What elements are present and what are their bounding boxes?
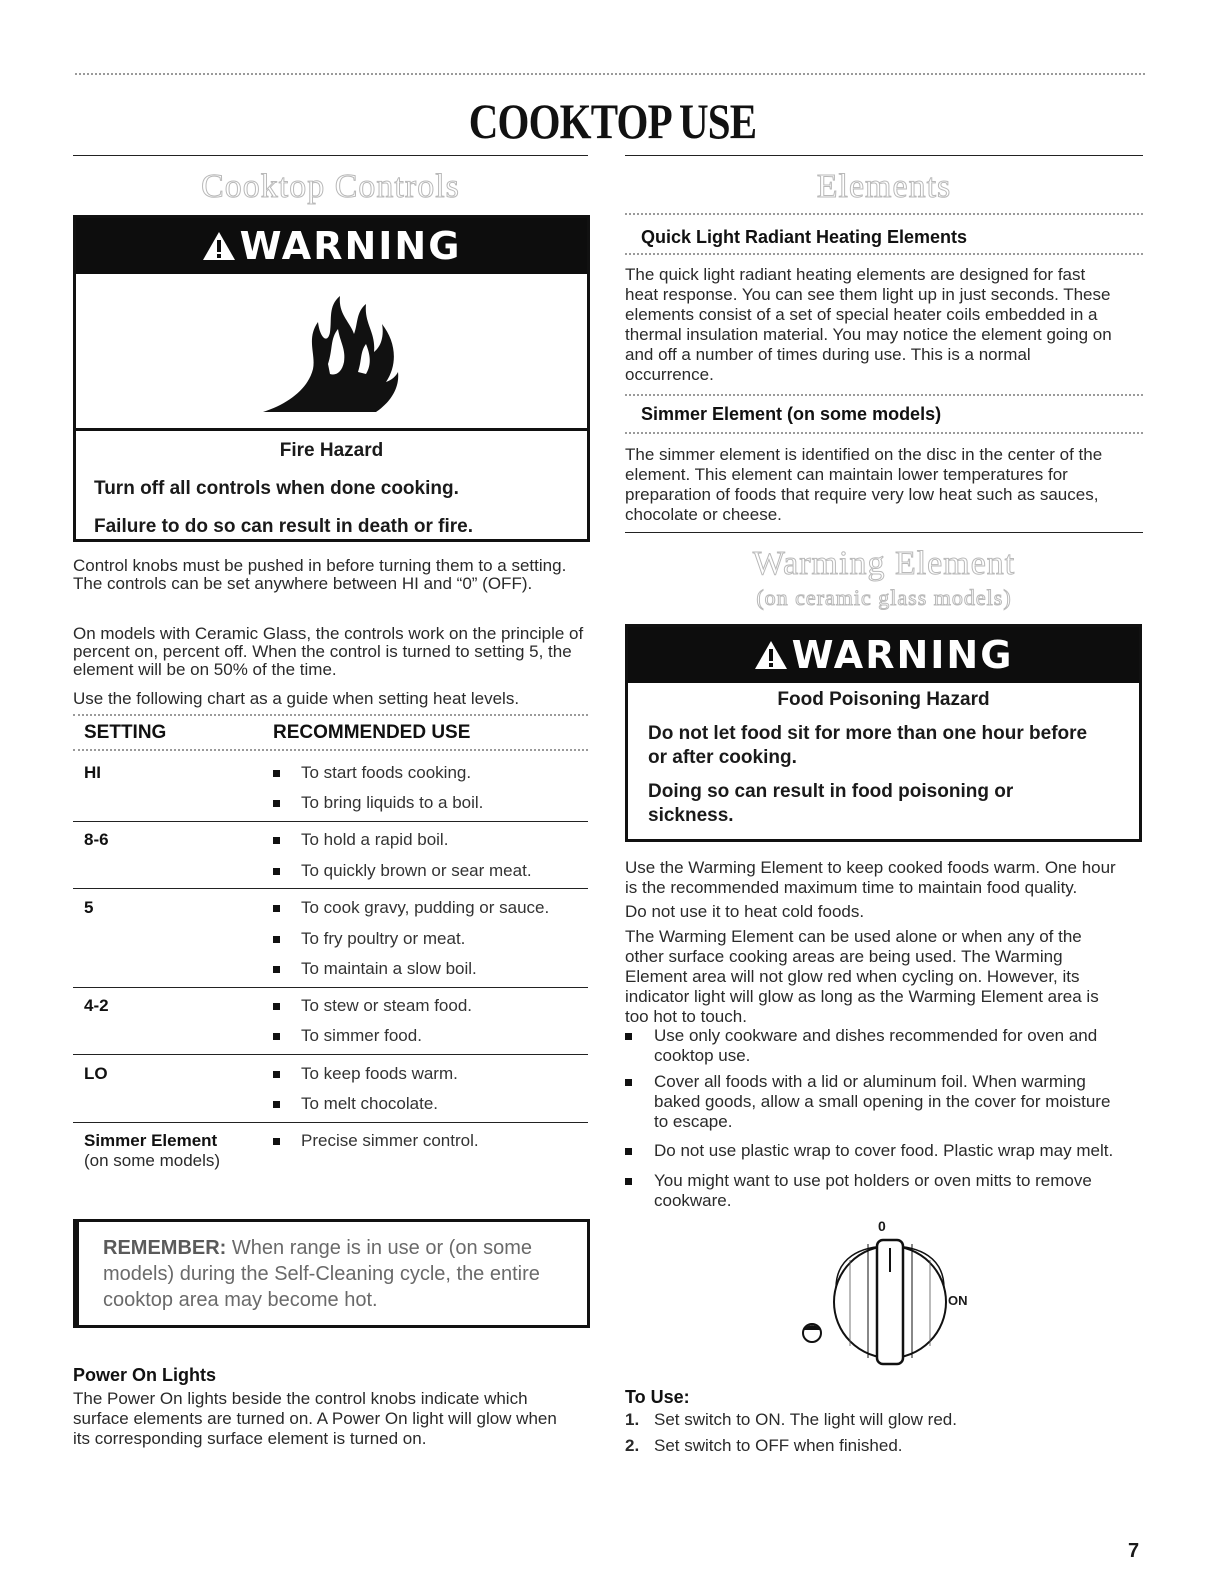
simmer-line: preparation of foods that require very low heat such as sauces,: [625, 485, 1099, 504]
fire-warning-box: [73, 215, 590, 542]
bullet: [273, 1003, 280, 1010]
elements-heading: Elements: [816, 168, 952, 205]
remember-line-1: When range is in use or (on some: [231, 1237, 533, 1259]
bullet: [273, 800, 280, 807]
table-row-rule: [73, 1122, 588, 1123]
fire-warning-line-1: Turn off all controls when done cooking.: [94, 478, 459, 499]
use-text: To fry poultry or meat.: [301, 929, 466, 948]
remember-box: [73, 1219, 590, 1328]
warming-bullet-line: to escape.: [654, 1112, 733, 1131]
bullet: [273, 837, 280, 844]
table-header-rule: [73, 749, 588, 751]
simmer-top-rule: [625, 394, 1143, 396]
right-column-rule: [625, 155, 1143, 156]
bullet: [625, 1033, 632, 1040]
bullet: [625, 1178, 632, 1185]
page-number: 7: [1128, 1540, 1140, 1562]
simmer-end-rule: [625, 532, 1143, 533]
warming-element-heading: Warming Element: [752, 545, 1016, 582]
quick-light-line: elements consist of a set of special heater coils embedded in a: [625, 305, 1098, 324]
setting-8-6: 8-6: [84, 830, 109, 849]
setting-simmer-note: (on some models): [84, 1151, 221, 1170]
bullet: [273, 868, 280, 875]
warming-bullet-line: You might want to use pot holders or oven mitts to remove: [654, 1171, 1092, 1190]
table-top-rule: [73, 714, 588, 716]
to-use-step-2-text: Set switch to OFF when finished.: [654, 1436, 903, 1455]
warning-triangle-icon: [754, 640, 788, 670]
fire-warning-line-2: Failure to do so can result in death or fire.: [94, 516, 474, 537]
power-on-line-3: its corresponding surface element is turned on.: [73, 1429, 427, 1448]
bullet: [273, 1138, 280, 1145]
simmer-heading: Simmer Element (on some models): [641, 404, 942, 424]
remember-line-3: cooktop area may become hot.: [103, 1289, 378, 1311]
simmer-line: chocolate or cheese.: [625, 505, 782, 524]
quick-light-line: and off a number of times during use. This is a normal: [625, 345, 1031, 364]
use-text: To bring liquids to a boil.: [301, 793, 484, 812]
warming-element-subheading: (on ceramic glass models): [756, 585, 1012, 610]
quick-light-line: occurrence.: [625, 365, 714, 384]
to-use-step-1-num: 1.: [625, 1410, 640, 1429]
setting-4-2: 4-2: [84, 996, 109, 1015]
quick-light-line: heat response. You can see them light up in just seconds. These: [625, 285, 1111, 304]
warning-banner: [76, 218, 587, 274]
setting-hi: HI: [84, 763, 101, 782]
bullet: [273, 770, 280, 777]
warming-p2-line: Do not use it to heat cold foods.: [625, 902, 865, 921]
to-use-step-1-text: Set switch to ON. The light will glow red.: [654, 1410, 957, 1429]
bullet: [273, 1033, 280, 1040]
bullet: [625, 1079, 632, 1086]
bullet: [625, 1148, 632, 1155]
simmer-line: element. This element can maintain lower temperatures for: [625, 465, 1068, 484]
quick-light-bottom-rule: [625, 253, 1143, 255]
warming-bullet-line: Use only cookware and dishes recommended for oven and: [654, 1026, 1098, 1045]
bullet: [273, 905, 280, 912]
simmer-line: The simmer element is identified on the disc in the center of the: [625, 445, 1103, 464]
setting-5: 5: [84, 898, 94, 917]
food-warning-line-2b: sickness.: [648, 805, 734, 826]
to-use-heading: To Use:: [625, 1387, 690, 1407]
use-text: To stew or steam food.: [301, 996, 473, 1015]
use-text: To start foods cooking.: [301, 763, 472, 782]
table-header-recommended-use: RECOMMENDED USE: [273, 722, 471, 743]
knob-on-label: ON: [948, 1293, 968, 1308]
fire-icon-area: [76, 274, 587, 431]
use-text: To cook gravy, pudding or sauce.: [301, 898, 550, 917]
power-on-heading: Power On Lights: [73, 1365, 217, 1385]
warning-banner-text: WARNING: [239, 224, 462, 268]
warning-triangle-icon: [202, 231, 236, 261]
warming-p3-line: other surface cooking areas are being used. The Warming: [625, 947, 1063, 966]
power-on-line-2: surface elements are turned on. A Power On light will glow when: [73, 1409, 557, 1428]
warming-bullet-line: baked goods, allow a small opening in the cover for moisture: [654, 1092, 1111, 1111]
controls-paragraph-3: Use the following chart as a guide when setting heat levels.: [73, 689, 520, 708]
table-row-rule: [73, 888, 588, 889]
quick-light-top-rule: [625, 213, 1143, 215]
controls-paragraph-1: Control knobs must be pushed in before turning them to a setting. The controls can be set anywhere between HI and “0” (OFF).: [73, 556, 567, 593]
warming-bullet-line: Do not use plastic wrap to cover food. Plastic wrap may melt.: [654, 1141, 1114, 1160]
warming-p3-line: The Warming Element can be used alone or when any of the: [625, 927, 1082, 946]
knob-icon: [790, 1218, 990, 1368]
food-warning-line-1a: Do not let food sit for more than one hour before: [648, 723, 1088, 744]
fire-hazard-title: Fire Hazard: [279, 440, 384, 461]
cooktop-controls-heading: Cooktop Controls: [201, 168, 460, 205]
bullet: [273, 966, 280, 973]
simmer-bottom-rule: [625, 432, 1143, 434]
table-header-setting: SETTING: [84, 722, 167, 743]
food-hazard-title: Food Poisoning Hazard: [777, 689, 990, 710]
use-text: To quickly brown or sear meat.: [301, 861, 532, 880]
bullet: [273, 1071, 280, 1078]
use-text: To keep foods warm.: [301, 1064, 458, 1083]
food-warning-line-2a: Doing so can result in food poisoning or: [648, 781, 1014, 802]
warming-bullet-line: Cover all foods with a lid or aluminum foil. When warming: [654, 1072, 1086, 1091]
table-row-rule: [73, 987, 588, 988]
to-use-step-2-num: 2.: [625, 1436, 640, 1455]
warming-p1-line: Use the Warming Element to keep cooked foods warm. One hour: [625, 858, 1116, 877]
use-text: To maintain a slow boil.: [301, 959, 477, 978]
warming-bullet-line: cooktop use.: [654, 1046, 751, 1065]
food-warning-line-1b: or after cooking.: [648, 747, 797, 768]
warming-p3-line: Element area will not glow red when cycling on. However, its: [625, 967, 1080, 986]
knob-off-label: 0: [878, 1218, 886, 1234]
setting-simmer-element: Simmer Element: [84, 1131, 218, 1150]
setting-lo: LO: [84, 1064, 108, 1083]
quick-light-heading: Quick Light Radiant Heating Elements: [641, 227, 968, 247]
fire-icon: [258, 294, 408, 414]
quick-light-line: thermal insulation material. You may notice the element going on: [625, 325, 1112, 344]
bullet: [273, 1101, 280, 1108]
controls-paragraph-2: On models with Ceramic Glass, the controls work on the principle of percent on, percent off. When the control is turned to setting 5, the element will be on 50% of the time.: [73, 624, 584, 679]
bullet: [273, 936, 280, 943]
warming-p3-line: indicator light will glow as long as the Warming Element area is: [625, 987, 1099, 1006]
quick-light-line: The quick light radiant heating elements are designed for fast: [625, 265, 1086, 284]
left-column-rule: [73, 155, 588, 156]
use-text: To simmer food.: [301, 1026, 422, 1045]
top-rule: [75, 73, 1145, 75]
warning-banner: [628, 627, 1139, 683]
warming-bullet-line: cookware.: [654, 1191, 732, 1210]
table-row-rule: [73, 1054, 588, 1055]
remember-label: REMEMBER:: [103, 1237, 227, 1259]
warming-p3-line: too hot to touch.: [625, 1007, 747, 1026]
warming-p1-line: is the recommended maximum time to maintain food quality.: [625, 878, 1078, 897]
warning-banner-text: WARNING: [791, 633, 1014, 677]
power-on-line-1: The Power On lights beside the control knobs indicate which: [73, 1389, 528, 1408]
use-text: Precise simmer control.: [301, 1131, 479, 1150]
use-text: To melt chocolate.: [301, 1094, 439, 1113]
remember-line-2: models) during the Self-Cleaning cycle, the entire: [103, 1263, 540, 1285]
use-text: To hold a rapid boil.: [301, 830, 449, 849]
warming-knob-illustration: [790, 1218, 990, 1368]
table-row-rule: [73, 821, 588, 822]
food-warning-box: [625, 624, 1142, 842]
page-title: COOKTOP USE: [468, 93, 757, 149]
